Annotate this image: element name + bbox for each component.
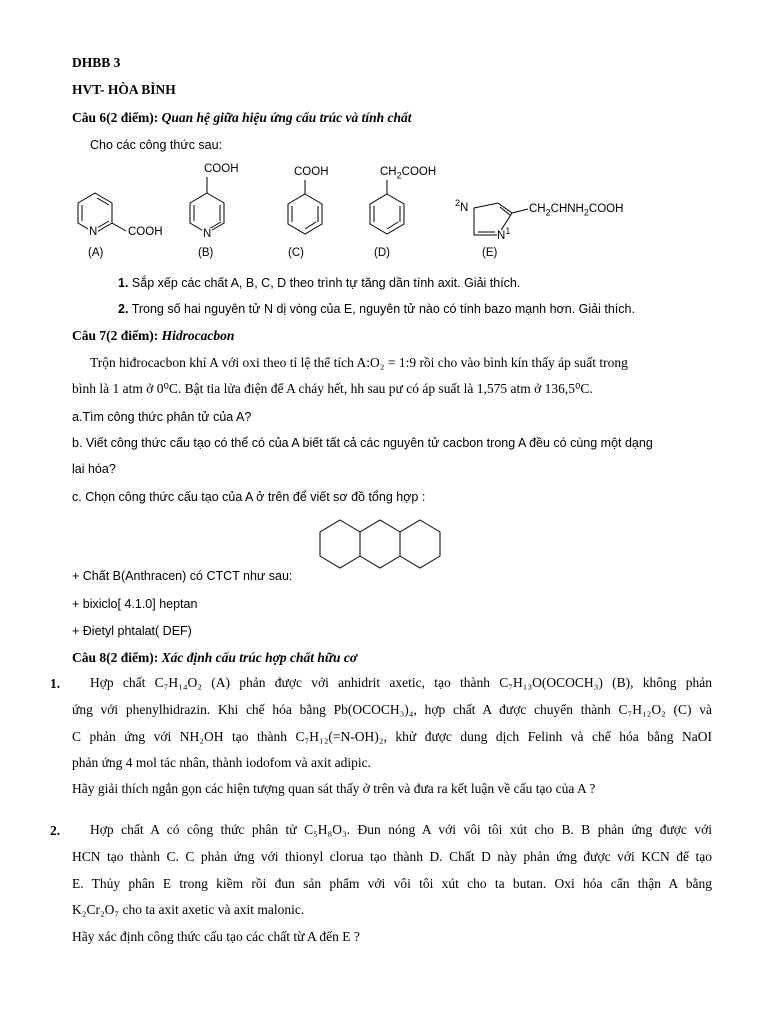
structure-d-label: (D) (374, 247, 390, 259)
q8-part-2-line-2: HCN tạo thành C. C phản ứng với thionyl clorua tạo thành D. Chất D này phản ứng được với KCN để tạo (72, 849, 712, 864)
structure-a (72, 190, 182, 250)
q6-item-2: 2. Trong số hai nguyên tử N dị vòng của E, nguyên tử nào có tính bazo mạnh hơn. Giải thích. (118, 302, 635, 316)
q7-list-item-3: + Đietyl phtalat( DEF) (72, 624, 192, 638)
structure-a-cooh: COOH (128, 226, 163, 238)
doc-code: DHBB 3 (72, 55, 121, 70)
q8-part-2-line-5: Hãy xác định công thức cấu tạo các chất từ A đến E ? (72, 929, 360, 944)
q8-part-1-line-4: phản ứng 4 mol tác nhân, thành iodofom và axit adipic. (72, 755, 371, 770)
structure-e (460, 195, 540, 255)
q8-part-2-line-3: E. Thủy phân E trong kiềm rồi đun sản phẩm với vôi tôi xút cho ta butan. Oxi hóa cẩn thận A bằng (72, 876, 712, 891)
q7-title: Câu 7(2 điểm): (72, 328, 159, 343)
anthracene-structure (318, 518, 458, 574)
q8-heading (72, 649, 357, 667)
q8-part-2-line-1: Hợp chất A có công thức phân tử C₅H₈O₃. Đun nóng A với vôi tôi xút cho B. B phản ứng được với (90, 822, 712, 837)
q8-part-2-line-4: K₂Cr₂O₇ cho ta axit axetic và axit malonic. (72, 902, 305, 917)
structure-d-ch2cooh: $CH_2COOH$ (380, 166, 437, 181)
q8-part-1-line-5: Hãy giải thích ngắn gọn các hiện tượng quan sát thấy ở trên và đưa ra kết luận về cấu tạo của A ? (72, 781, 596, 796)
q6-title: Câu 6(2 điểm): (72, 110, 159, 125)
structure-a-n: N (89, 226, 98, 238)
structure-c (278, 178, 338, 258)
q8-topic: Xác định cấu trúc hợp chất hữu cơ (161, 650, 358, 665)
q7-part-b-line-2: lai hóa? (72, 462, 116, 476)
q7-list-item-1: + Chất B(Anthracen) có CTCT như sau: (72, 569, 293, 583)
q8-part-1-line-3: C phản ứng với NH₂OH tạo thành C₇H₁₂(=N-OH)₂, khử được dung dịch Felinh và chế hóa bằng NaOI (72, 729, 712, 744)
structure-c-cooh: COOH (294, 166, 329, 178)
q7-part-b-line-1: b. Viết công thức cấu tạo có thể có của A biết tất cả các nguyên tử cacbon trong A đều có cùng một dạng (72, 436, 653, 450)
q6-intro: Cho các công thức sau: (90, 138, 223, 152)
q7-list-item-2: + bixiclo[ 4.1.0] heptan (72, 597, 198, 611)
school-name: HVT- HÒA BÌNH (72, 82, 176, 97)
structure-b-n: N (203, 228, 212, 240)
q7-topic: Hidrocacbon (161, 328, 235, 343)
q8-title: Câu 8(2 điểm): (72, 650, 159, 665)
structure-c-label: (C) (288, 247, 304, 259)
q8-part-1-line-1: Hợp chất C₇H₁₄O₂ (A) phản được với anhidrit axetic, tạo thành C₇H₁₃O(OCOCH₃) (B), không phản (90, 675, 712, 690)
structure-e-n1: $N^1$ (497, 226, 511, 242)
structure-d (360, 178, 420, 258)
q8-part-1-number: 1. (50, 676, 61, 691)
q7-part-c: c. Chọn công thức cấu tạo của A ở trên để viết sơ đồ tổng hợp : (72, 490, 426, 504)
q7-part-a: a.Tìm công thức phân tử của A? (72, 410, 252, 424)
structure-e-n2: $^2$N (455, 198, 469, 214)
q6-item-1: 1. Sắp xếp các chất A, B, C, D theo trình tự tăng dần tính axit. Giải thích. (118, 276, 521, 290)
structure-e-label: (E) (482, 247, 498, 259)
q8-part-2-number: 2. (50, 823, 61, 838)
structure-b-cooh: COOH (204, 163, 239, 175)
q7-para-1-line-1: Trộn hiđrocacbon khí A với oxi theo tỉ lệ thể tích A:O₂ = 1:9 rồi cho vào bình kín thấy áp suất trong (90, 355, 628, 370)
q6-topic: Quan hệ giữa hiệu ứng cấu trúc và tính chất (161, 110, 412, 125)
structure-a-label: (A) (88, 247, 104, 259)
structure-b-label: (B) (198, 247, 214, 259)
structure-e-sidechain: $CH_2CHNH_2COOH$ (529, 203, 624, 218)
q7-heading (72, 327, 234, 345)
q8-part-1-line-2: ứng với phenylhidrazin. Khi chế hóa bằng Pb(OCOCH₃)₄, hợp chất A được chuyển thành C₇H₁₂O₂ (C) và (72, 702, 712, 717)
q7-para-1-line-2: bình là 1 atm ở 0⁰C. Bật tia lửa điện để A cháy hết, hh sau pư có áp suất là 1,575 atm ở 136,5⁰C. (72, 381, 593, 396)
q6-heading (72, 109, 411, 127)
structure-b (180, 175, 240, 255)
